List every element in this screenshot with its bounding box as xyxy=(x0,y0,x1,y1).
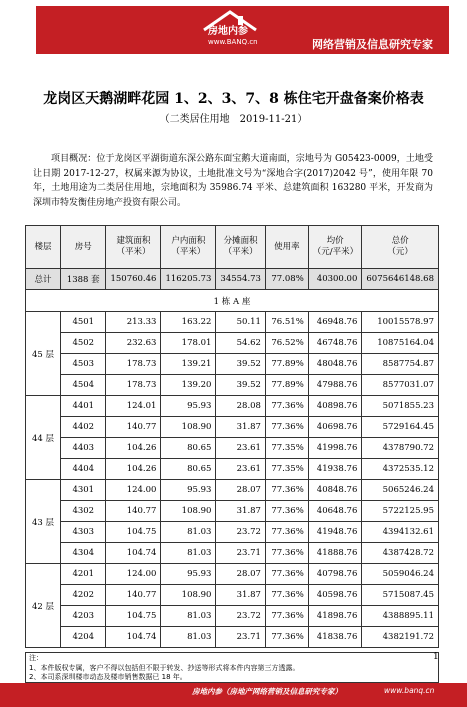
table-row xyxy=(26,396,439,417)
floor-label: 44 层 xyxy=(26,396,61,480)
column-header: 房号 xyxy=(61,226,106,269)
room-number: 4503 xyxy=(61,354,106,375)
table-cell: 41948.76 xyxy=(308,522,362,543)
table-cell: 140.77 xyxy=(106,585,161,606)
price-table xyxy=(25,225,439,648)
table-cell: 213.33 xyxy=(106,312,161,333)
room-number: 4502 xyxy=(61,333,106,354)
room-number: 4302 xyxy=(61,501,106,522)
table-cell: 95.93 xyxy=(161,396,216,417)
table-row xyxy=(26,333,439,354)
table-row xyxy=(26,438,439,459)
total-rate: 77.08% xyxy=(265,269,308,290)
table-cell: 77.35% xyxy=(265,438,308,459)
table-cell: 104.26 xyxy=(106,438,161,459)
table-cell: 5715087.45 xyxy=(362,585,439,606)
table-row xyxy=(26,606,439,627)
footer-text: 房地内参（房地产网络营销及信息研究专家） xyxy=(192,687,342,696)
floor-label: 43 层 xyxy=(26,480,61,564)
room-number: 4404 xyxy=(61,459,106,480)
table-cell: 40798.76 xyxy=(308,564,362,585)
table-cell: 77.36% xyxy=(265,543,308,564)
table-cell: 77.36% xyxy=(265,480,308,501)
table-cell: 139.21 xyxy=(161,354,216,375)
table-row xyxy=(26,522,439,543)
project-overview: 项目概况：位于龙岗区平湖街道东深公路东面宝鹅大道南面，宗地号为 G05423-0009，土地受让日期 2017-12-27，权属来源为协议，土地批准文号为“深地合字(2017)2042 号”，使用年限 70 年，土地用途为二类居住用地，宗地面积为 35986.74 平米、总建筑面积 163280 平米，开发商为深圳市特发衡佳房地产投资有限公司。 xyxy=(33,154,433,208)
table-cell: 95.93 xyxy=(161,564,216,585)
room-number: 4403 xyxy=(61,438,106,459)
table-cell: 31.87 xyxy=(216,501,266,522)
table-cell: 10015578.97 xyxy=(362,312,439,333)
table-cell: 46748.76 xyxy=(308,333,362,354)
table-cell: 46948.76 xyxy=(308,312,362,333)
table-row xyxy=(26,375,439,396)
room-number: 4401 xyxy=(61,396,106,417)
banner-title: 网络营销及信息研究专家 xyxy=(312,38,433,51)
table-cell: 77.36% xyxy=(265,606,308,627)
room-number: 4202 xyxy=(61,585,106,606)
table-row xyxy=(26,354,439,375)
table-row xyxy=(26,480,439,501)
table-cell: 77.36% xyxy=(265,564,308,585)
table-cell: 81.03 xyxy=(161,627,216,648)
total-row xyxy=(26,269,439,290)
table-cell: 4378790.72 xyxy=(362,438,439,459)
table-cell: 95.93 xyxy=(161,480,216,501)
room-number: 4501 xyxy=(61,312,106,333)
table-cell: 41838.76 xyxy=(308,627,362,648)
table-cell: 40698.76 xyxy=(308,417,362,438)
table-cell: 5059046.24 xyxy=(362,564,439,585)
table-cell: 76.52% xyxy=(265,333,308,354)
table-cell: 4388895.11 xyxy=(362,606,439,627)
table-cell: 41888.76 xyxy=(308,543,362,564)
table-row xyxy=(26,417,439,438)
column-header: 均价 （元/平米） xyxy=(308,226,362,269)
table-cell: 28.07 xyxy=(216,480,266,501)
total-price: 6075646148.68 xyxy=(362,269,439,290)
room-number: 4402 xyxy=(61,417,106,438)
table-cell: 10875164.04 xyxy=(362,333,439,354)
page-title: 龙岗区天鹅湖畔花园 1、2、3、7、8 栋住宅开盘备案价格表 xyxy=(43,91,424,107)
total-build-area: 150760.46 xyxy=(106,269,161,290)
page-subtitle: （二类居住用地 2019-11-21） xyxy=(159,114,308,125)
total-shared-area: 34554.73 xyxy=(216,269,266,290)
table-cell: 232.63 xyxy=(106,333,161,354)
table-cell: 80.65 xyxy=(161,459,216,480)
table-cell: 40898.76 xyxy=(308,396,362,417)
section-row xyxy=(26,290,439,312)
note-line-2: 2、本司系深圳楼市动态及楼市销售数据已 18 年。 xyxy=(29,673,187,681)
table-cell: 28.08 xyxy=(216,396,266,417)
table-cell: 77.36% xyxy=(265,585,308,606)
header-banner xyxy=(0,0,467,64)
table-cell: 23.72 xyxy=(216,522,266,543)
table-cell: 39.52 xyxy=(216,375,266,396)
table-cell: 31.87 xyxy=(216,585,266,606)
table-cell: 139.20 xyxy=(161,375,216,396)
table-cell: 80.65 xyxy=(161,438,216,459)
room-number: 4201 xyxy=(61,564,106,585)
room-number: 4204 xyxy=(61,627,106,648)
table-row xyxy=(26,459,439,480)
table-cell: 23.72 xyxy=(216,606,266,627)
table-cell: 108.90 xyxy=(161,501,216,522)
table-cell: 77.35% xyxy=(265,459,308,480)
table-cell: 77.36% xyxy=(265,627,308,648)
table-row xyxy=(26,543,439,564)
column-header: 楼层 xyxy=(26,226,61,269)
table-cell: 54.62 xyxy=(216,333,266,354)
column-header: 使用率 xyxy=(265,226,308,269)
table-cell: 104.74 xyxy=(106,543,161,564)
floor-label: 42 层 xyxy=(26,564,61,648)
room-number: 4301 xyxy=(61,480,106,501)
table-cell: 104.75 xyxy=(106,522,161,543)
table-cell: 41898.76 xyxy=(308,606,362,627)
table-cell: 23.71 xyxy=(216,543,266,564)
table-cell: 178.73 xyxy=(106,354,161,375)
table-cell: 77.89% xyxy=(265,354,308,375)
table-cell: 104.75 xyxy=(106,606,161,627)
total-rooms: 1388 套 xyxy=(61,269,106,290)
notes-label: 注： xyxy=(29,654,43,662)
table-cell: 5071855.23 xyxy=(362,396,439,417)
table-cell: 124.01 xyxy=(106,396,161,417)
table-cell: 4387428.72 xyxy=(362,543,439,564)
room-number: 4304 xyxy=(61,543,106,564)
table-cell: 40848.76 xyxy=(308,480,362,501)
table-cell: 77.36% xyxy=(265,417,308,438)
table-cell: 23.61 xyxy=(216,438,266,459)
column-header: 分摊面积 （平米） xyxy=(216,226,266,269)
table-cell: 5065246.24 xyxy=(362,480,439,501)
table-cell: 48048.76 xyxy=(308,354,362,375)
table-cell: 40648.76 xyxy=(308,501,362,522)
column-header: 建筑面积 （平米） xyxy=(106,226,161,269)
table-cell: 39.52 xyxy=(216,354,266,375)
table-cell: 81.03 xyxy=(161,522,216,543)
table-cell: 4394132.61 xyxy=(362,522,439,543)
table-cell: 140.77 xyxy=(106,501,161,522)
table-cell: 124.00 xyxy=(106,480,161,501)
table-cell: 5722125.95 xyxy=(362,501,439,522)
table-cell: 140.77 xyxy=(106,417,161,438)
section-label: 1 栋 A 座 xyxy=(26,290,439,312)
table-row xyxy=(26,564,439,585)
floor-label: 45 层 xyxy=(26,312,61,396)
total-label: 总计 xyxy=(26,269,61,290)
room-number: 4303 xyxy=(61,522,106,543)
table-cell: 4382191.72 xyxy=(362,627,439,648)
table-cell: 77.89% xyxy=(265,375,308,396)
table-cell: 23.71 xyxy=(216,627,266,648)
total-avg-price: 40300.00 xyxy=(308,269,362,290)
table-cell: 47988.76 xyxy=(308,375,362,396)
table-cell: 178.01 xyxy=(161,333,216,354)
footer-url: www.banq.cn xyxy=(384,686,435,695)
table-cell: 8587754.87 xyxy=(362,354,439,375)
table-row xyxy=(26,627,439,648)
table-cell: 28.07 xyxy=(216,564,266,585)
brand-name: 房地内参 xyxy=(208,26,248,37)
page-number: 1 xyxy=(433,652,439,662)
table-row xyxy=(26,501,439,522)
table-cell: 41938.76 xyxy=(308,459,362,480)
table-cell: 5729164.45 xyxy=(362,417,439,438)
column-header: 户内面积 （平米） xyxy=(161,226,216,269)
total-inner-area: 116205.73 xyxy=(161,269,216,290)
table-row xyxy=(26,312,439,333)
table-cell: 124.00 xyxy=(106,564,161,585)
room-number: 4504 xyxy=(61,375,106,396)
table-cell: 108.90 xyxy=(161,417,216,438)
table-row xyxy=(26,585,439,606)
table-cell: 77.36% xyxy=(265,396,308,417)
table-cell: 23.61 xyxy=(216,459,266,480)
table-cell: 77.36% xyxy=(265,522,308,543)
table-cell: 76.51% xyxy=(265,312,308,333)
table-cell: 104.26 xyxy=(106,459,161,480)
note-line-1: 1、本件版权专属，客户不得以包括但不限于转发、抄送等形式将本件内容第三方透露。 xyxy=(29,663,300,672)
table-cell: 8577031.07 xyxy=(362,375,439,396)
table-cell: 31.87 xyxy=(216,417,266,438)
notes-box xyxy=(25,652,439,683)
table-header-row xyxy=(26,226,439,269)
table-cell: 77.36% xyxy=(265,501,308,522)
column-header: 总价 （元） xyxy=(362,226,439,269)
table-cell: 81.03 xyxy=(161,606,216,627)
table-cell: 40598.76 xyxy=(308,585,362,606)
table-cell: 50.11 xyxy=(216,312,266,333)
table-cell: 4372535.12 xyxy=(362,459,439,480)
table-cell: 178.73 xyxy=(106,375,161,396)
table-cell: 163.22 xyxy=(161,312,216,333)
table-cell: 104.74 xyxy=(106,627,161,648)
room-number: 4203 xyxy=(61,606,106,627)
table-cell: 41998.76 xyxy=(308,438,362,459)
table-cell: 81.03 xyxy=(161,543,216,564)
table-cell: 108.90 xyxy=(161,585,216,606)
brand-url: www.BANQ.cn xyxy=(208,38,258,46)
